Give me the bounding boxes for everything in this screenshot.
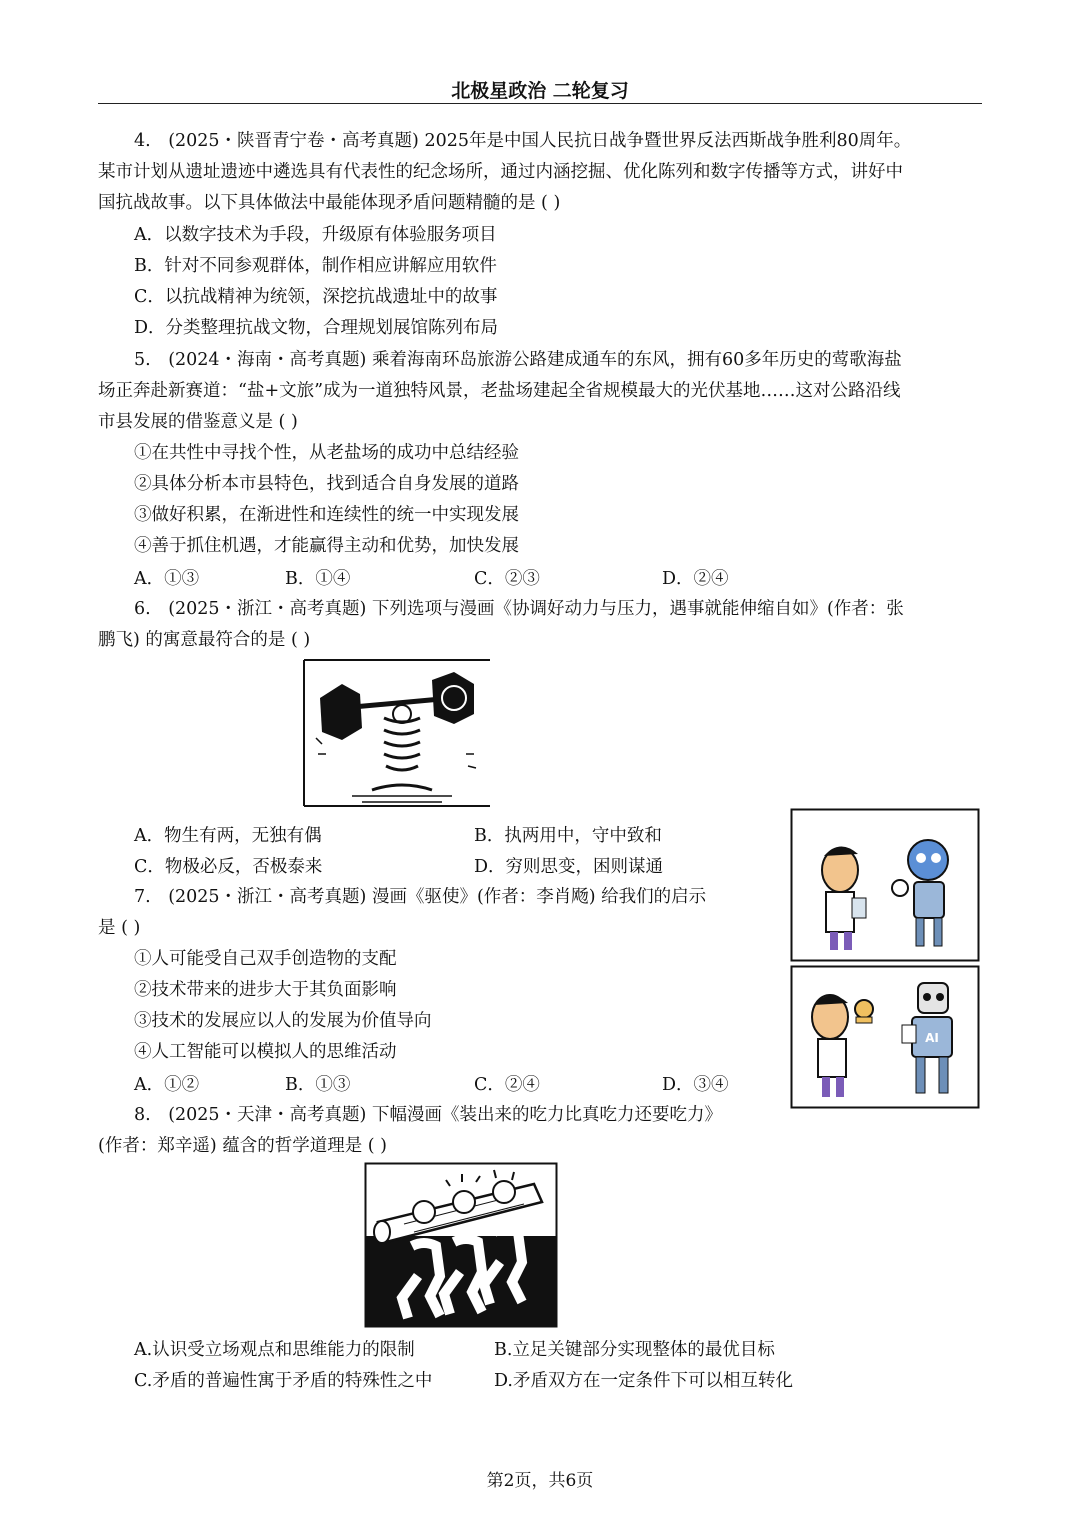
page-header: 北极星政治 二轮复习 bbox=[451, 80, 629, 102]
q7-item-2: ②技术带来的进步大于其负面影响 bbox=[134, 980, 397, 1000]
q7-stem-line-2: 是 ( ) bbox=[98, 918, 141, 938]
header-rule bbox=[98, 103, 982, 104]
q7-item-1: ①人可能受自己双手创造物的支配 bbox=[134, 949, 397, 969]
q4-option-c: C．以抗战精神为统领，深挖抗战遗址中的故事 bbox=[134, 287, 498, 307]
q5-stem-line-1: 5. (2024・海南・高考真题) 乘着海南环岛旅游公路建成通车的东风，拥有60多年历史的莺歌海盐 bbox=[134, 350, 902, 370]
q5-stem-line-3: 市县发展的借鉴意义是 ( ) bbox=[98, 412, 298, 432]
page-footer: 第2页，共6页 bbox=[486, 1471, 594, 1491]
q8-option-c: C.矛盾的普遍性寓于矛盾的特殊性之中 bbox=[134, 1371, 433, 1391]
q6-option-c: C．物极必反，否极泰来 bbox=[134, 857, 323, 877]
q8-option-b: B.立足关键部分实现整体的最优目标 bbox=[494, 1340, 775, 1360]
q5-item-3: ③做好积累，在渐进性和连续性的统一中实现发展 bbox=[134, 505, 519, 525]
q5-option-d: D．②④ bbox=[662, 569, 729, 589]
q8-stem-line-2: (作者：郑辛遥) 蕴含的哲学道理是 ( ) bbox=[98, 1136, 387, 1156]
q5-option-c: C．②③ bbox=[474, 569, 540, 589]
q7-option-c: C．②④ bbox=[474, 1075, 540, 1095]
q4-option-a: A．以数字技术为手段，升级原有体验服务项目 bbox=[134, 225, 497, 245]
q7-option-d: D．③④ bbox=[662, 1075, 729, 1095]
q5-option-b: B．①④ bbox=[285, 569, 351, 589]
q8-option-a: A.认识受立场观点和思维能力的限制 bbox=[134, 1340, 415, 1360]
q4-option-b: B．针对不同参观群体，制作相应讲解应用软件 bbox=[134, 256, 497, 276]
q7-option-b: B．①③ bbox=[285, 1075, 351, 1095]
robot-ai-label: AI bbox=[925, 1031, 939, 1045]
q5-stem-line-2: 场正奔赴新赛道：“盐+文旅”成为一道独特风景，老盐场建起全省规模最大的光伏基地……这对公路沿线 bbox=[98, 381, 901, 401]
spring-weightlifter-cartoon bbox=[302, 658, 492, 808]
q4-stem-line-3: 国抗战故事。以下具体做法中最能体现矛盾问题精髓的是 ( ) bbox=[98, 193, 561, 213]
q4-option-d: D．分类整理抗战文物，合理规划展馆陈列布局 bbox=[134, 318, 499, 338]
q7-stem-line-1: 7. (2025・浙江・高考真题) 漫画《驱使》(作者：李肖飏) 给我们的启示 bbox=[134, 887, 707, 907]
q6-stem-line-2: 鹏飞) 的寓意最符合的是 ( ) bbox=[98, 630, 311, 650]
q6-option-b: B．执两用中，守中致和 bbox=[474, 826, 662, 846]
q5-item-2: ②具体分析本市县特色，找到适合自身发展的道路 bbox=[134, 474, 519, 494]
q7-item-3: ③技术的发展应以人的发展为价值导向 bbox=[134, 1011, 432, 1031]
q4-stem-line-2: 某市计划从遗址遗迹中遴选具有代表性的纪念场所，通过内涵挖掘、优化陈列和数字传播等方式，讲好中 bbox=[98, 162, 903, 182]
q5-option-a: A．①③ bbox=[134, 569, 200, 589]
q6-stem-line-1: 6. (2025・浙江・高考真题) 下列选项与漫画《协调好动力与压力，遇事就能伸缩自如》(作者：张 bbox=[134, 599, 904, 619]
log-carrying-cartoon bbox=[364, 1162, 558, 1328]
q8-option-d: D.矛盾双方在一定条件下可以相互转化 bbox=[494, 1371, 793, 1391]
q7-item-4: ④人工智能可以模拟人的思维活动 bbox=[134, 1042, 397, 1062]
q4-stem-line-1: 4. (2025・陕晋青宁卷・高考真题) 2025年是中国人民抗日战争暨世界反法西斯战争胜利80周年。 bbox=[134, 131, 912, 151]
drive-cartoon-panel-bottom bbox=[790, 965, 980, 1109]
q6-option-a: A．物生有两，无独有偶 bbox=[134, 826, 322, 846]
drive-cartoon-panel-top bbox=[790, 808, 980, 962]
q5-item-1: ①在共性中寻找个性，从老盐场的成功中总结经验 bbox=[134, 443, 519, 463]
q6-option-d: D．穷则思变，困则谋通 bbox=[474, 857, 664, 877]
q8-stem-line-1: 8. (2025・天津・高考真题) 下幅漫画《装出来的吃力比真吃力还要吃力》 bbox=[134, 1105, 722, 1125]
q7-option-a: A．①② bbox=[134, 1075, 200, 1095]
q5-item-4: ④善于抓住机遇，才能赢得主动和优势，加快发展 bbox=[134, 536, 519, 556]
